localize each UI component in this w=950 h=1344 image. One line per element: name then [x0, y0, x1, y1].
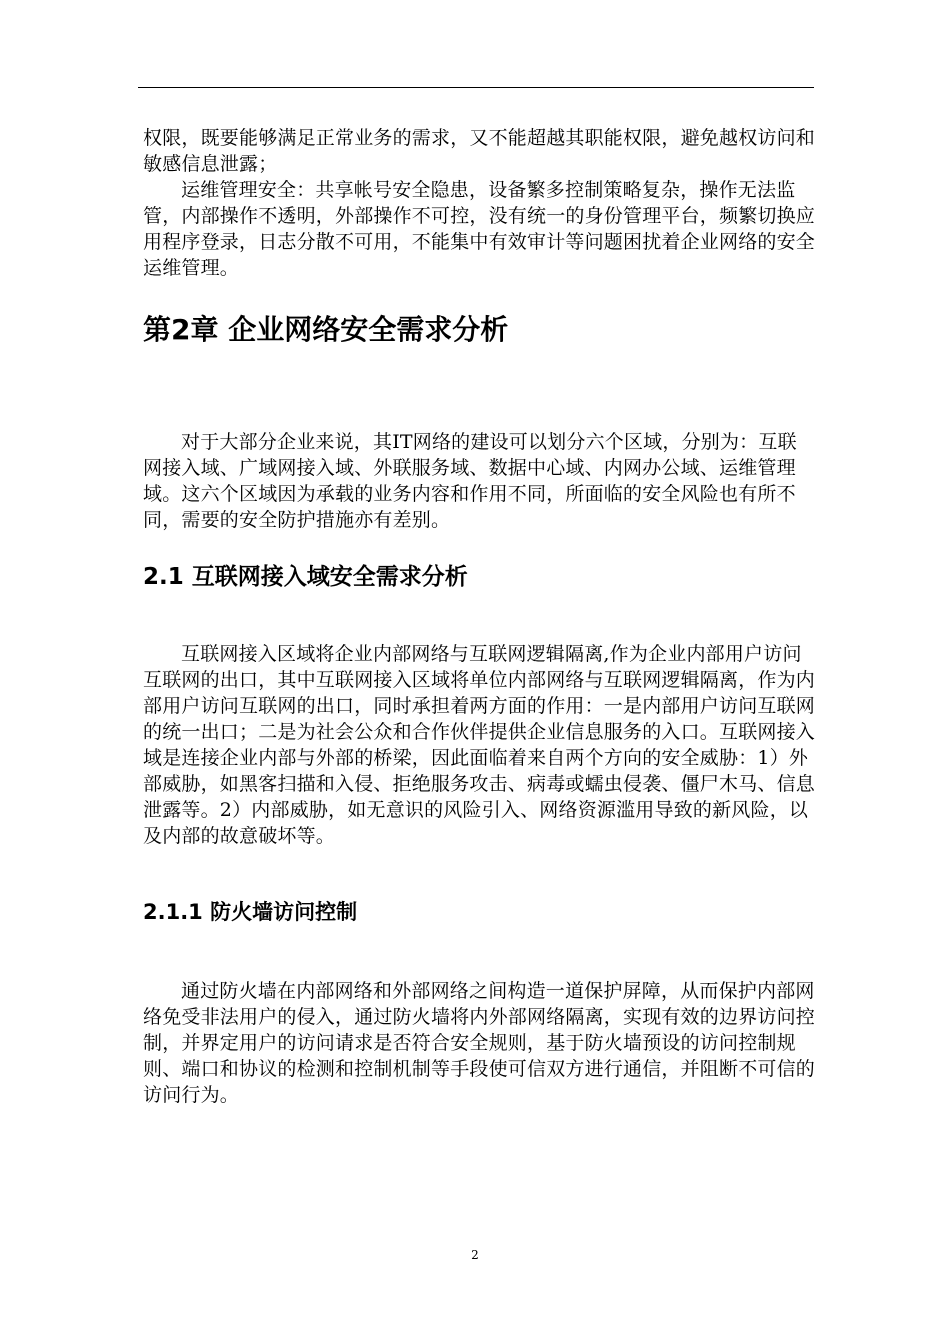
paragraph-continued: 权限，既要能够满足正常业务的需求，又不能超越其职能权限，避免越权访问和敏感信息泄露； [143, 127, 816, 175]
paragraph-ops-security: 运维管理安全：共享帐号安全隐患，设备繁多控制策略复杂，操作无法监管，内部操作不透明，外部操作不可控，没有统一的身份管理平台，频繁切换应用程序登录，日志分散不可用，不能集中有效审计等问题困扰着企业网络的安全运维管理。 [143, 179, 816, 279]
section-heading-2-1-1: 2.1.1 防火墙访问控制 [143, 900, 358, 924]
section-heading-2-1: 2.1 互联网接入域安全需求分析 [143, 564, 468, 590]
chapter-heading: 第2章 企业网络安全需求分析 [143, 313, 509, 346]
header-rule [138, 87, 814, 88]
paragraph-section-2-1-1: 通过防火墙在内部网络和外部网络之间构造一道保护屏障，从而保护内部网络免受非法用户的侵入，通过防火墙将内外部网络隔离，实现有效的边界访问控制，并界定用户的访问请求是否符合安全规则，基于防火墙预设的访问控制规则、端口和协议的检测和控制机制等手段使可信双方进行通信，并阻断不可信的访问行为。 [143, 980, 816, 1106]
page-number: 2 [471, 1248, 479, 1262]
paragraph-section-2-1: 互联网接入区域将企业内部网络与互联网逻辑隔离,作为企业内部用户访问互联网的出口，其中互联网接入区域将单位内部网络与互联网逻辑隔离，作为内部用户访问互联网的出口，同时承担着两方面的作用：一是内部用户访问互联网的统一出口；二是为社会公众和合作伙伴提供企业信息服务的入口。互联网接入域是连接企业内部与外部的桥梁，因此面临着来自两个方向的安全威胁：1）外部威胁，如黑客扫描和入侵、拒绝服务攻击、病毒或蠕虫侵袭、僵尸木马、信息泄露等。2）内部威胁，如无意识的风险引入、网络资源滥用导致的新风险，以及内部的故意破坏等。 [143, 643, 816, 847]
paragraph-chapter-intro: 对于大部分企业来说，其IT网络的建设可以划分六个区域，分别为：互联网接入域、广域网接入域、外联服务域、数据中心域、内网办公域、运维管理域。这六个区域因为承载的业务内容和作用不同，所面临的安全风险也有所不同，需要的安全防护措施亦有差别。 [143, 431, 797, 531]
